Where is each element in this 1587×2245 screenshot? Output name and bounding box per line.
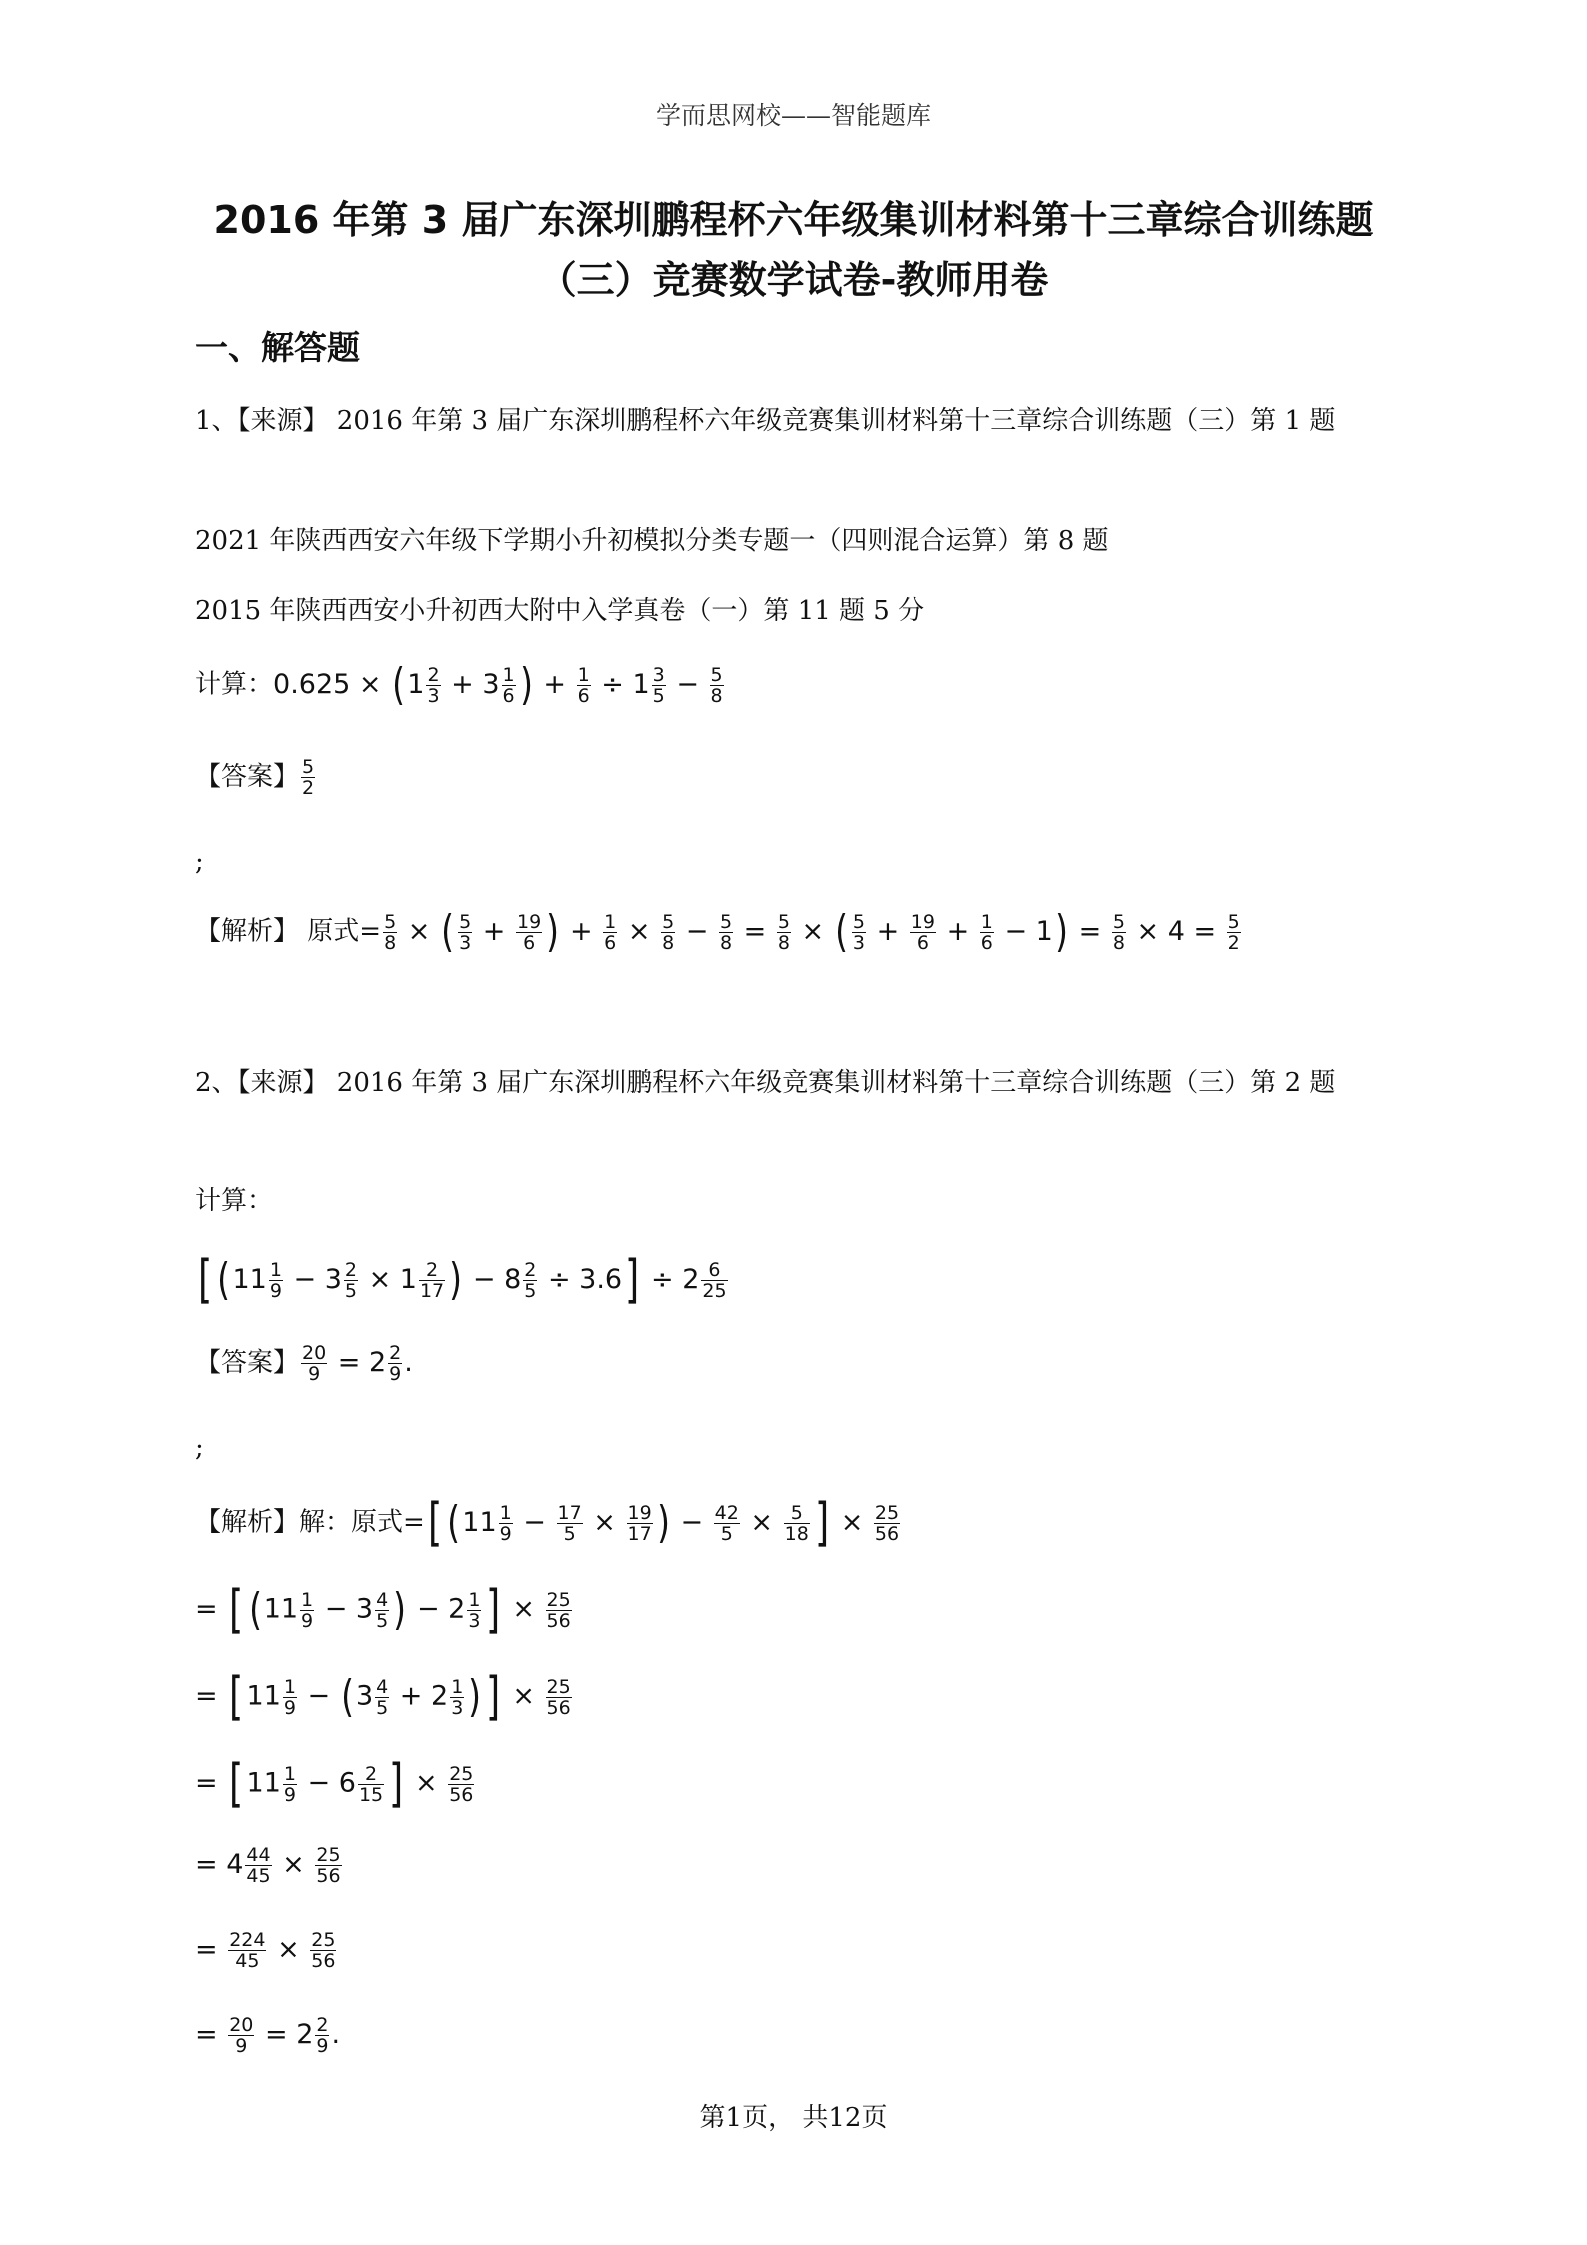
- q1-problem: [195, 659, 726, 710]
- q2-analysis: [195, 1493, 902, 1553]
- q1-analysis-label: 【解析】 原式=: [195, 916, 382, 947]
- page-footer: 第1页， 共12页: [699, 2103, 888, 2133]
- q2-analysis-step-1: = [ (11 $\frac{1}{9}$ − 3 $\frac{4}{5}$ ) − 2 $\frac{1}{3}$ ] × $\frac{25}{56}$: [195, 1580, 571, 1640]
- q1-source: 1、【来源】 2016 年第 3 届广东深圳鹏程杯六年级竞赛集训材料第十三章综合训练题（三）第 1 题: [195, 406, 1336, 436]
- q1-answer: [195, 757, 317, 798]
- q1-analysis: [195, 906, 1243, 957]
- q2-calc-label: 计算：: [195, 1186, 274, 1216]
- q2-analysis-step-0: [ (11 $\frac{1}{9}$ − $\frac{17}{5}$ × $\frac{19}{17}$ ) − $\frac{42}{5}$ × $\frac{5}{18}$ ] × $\frac{25}{56}$: [427, 1493, 900, 1553]
- q2-analysis-step-5: = $\frac{224}{45}$ × $\frac{25}{56}$: [195, 1929, 336, 1972]
- q1-source-3: 2015 年陕西西安小升初西大附中入学真卷（一）第 11 题 5 分: [195, 596, 925, 626]
- q2-analysis-step-3: = [ 11 $\frac{1}{9}$ − 6 $\frac{2}{15}$ ] × $\frac{25}{56}$: [195, 1754, 474, 1814]
- section-heading: 一、解答题: [195, 328, 360, 367]
- q1-source-2: 2021 年陕西西安六年级下学期小升初模拟分类专题一（四则混合运算）第 8 题: [195, 526, 1109, 556]
- q1-answer-label: 【答案】: [195, 762, 300, 792]
- q1-calc-label: 计算：: [195, 669, 274, 700]
- q1-analysis-expression: $\frac{5}{8}$ × ( $\frac{5}{3}$ + $\frac{19}{6}$ ) + $\frac{1}{6}$ × $\frac{5}{8}$ − $\frac{5}{8}$ = $\frac{5}{8}$ × ( $\frac{5}{3}$ + $\frac{19}{6}$ + $\frac{1}{6}$ − 1) = $\frac{5}{8}$ × 4 = $\frac{5}{2}$: [384, 906, 1240, 957]
- title-line-2: （三）竞赛数学试卷-教师用卷: [538, 258, 1049, 302]
- q1-semicolon: ;: [195, 847, 204, 877]
- q1-answer-value: $\frac{5}{2}$: [302, 756, 315, 799]
- q2-expression: [ (11 $\frac{1}{9}$ − 3 $\frac{2}{5}$ × 1 $\frac{2}{17}$ ) − 8 $\frac{2}{5}$ ÷ 3.6] ÷ 2 $\frac{6}{25}$: [198, 1250, 727, 1310]
- q2-analysis-step-6: = $\frac{20}{9}$ = 2 $\frac{2}{9}$ .: [195, 2014, 341, 2057]
- q2-answer: [195, 1343, 413, 1384]
- page-header: 学而思网校——智能题库: [655, 101, 931, 130]
- q2-answer-value: $\frac{20}{9}$ = 2 $\frac{2}{9}$ .: [302, 1342, 413, 1385]
- q2-analysis-label: 【解析】解：原式=: [195, 1507, 425, 1538]
- q2-analysis-step-2: = [ 11 $\frac{1}{9}$ − (3 $\frac{4}{5}$ + 2 $\frac{1}{3}$ )] × $\frac{25}{56}$: [195, 1667, 571, 1727]
- title-line-1: 2016 年第 3 届广东深圳鹏程杯六年级集训材料第十三章综合训练题: [213, 198, 1374, 242]
- q2-answer-label: 【答案】: [195, 1348, 300, 1378]
- q2-problem: [195, 1250, 730, 1310]
- document-title: [150, 190, 1437, 310]
- q1-expression: 0.625 × (1 $\frac{2}{3}$ + 3 $\frac{1}{6}$ ) + $\frac{1}{6}$ ÷ 1 $\frac{3}{5}$ − $\frac{5}{8}$: [273, 659, 723, 710]
- q2-analysis-step-4: = 4 $\frac{44}{45}$ × $\frac{25}{56}$: [195, 1844, 341, 1887]
- q2-source: 2、【来源】 2016 年第 3 届广东深圳鹏程杯六年级竞赛集训材料第十三章综合训练题（三）第 2 题: [195, 1068, 1336, 1098]
- q2-semicolon: ;: [195, 1433, 204, 1463]
